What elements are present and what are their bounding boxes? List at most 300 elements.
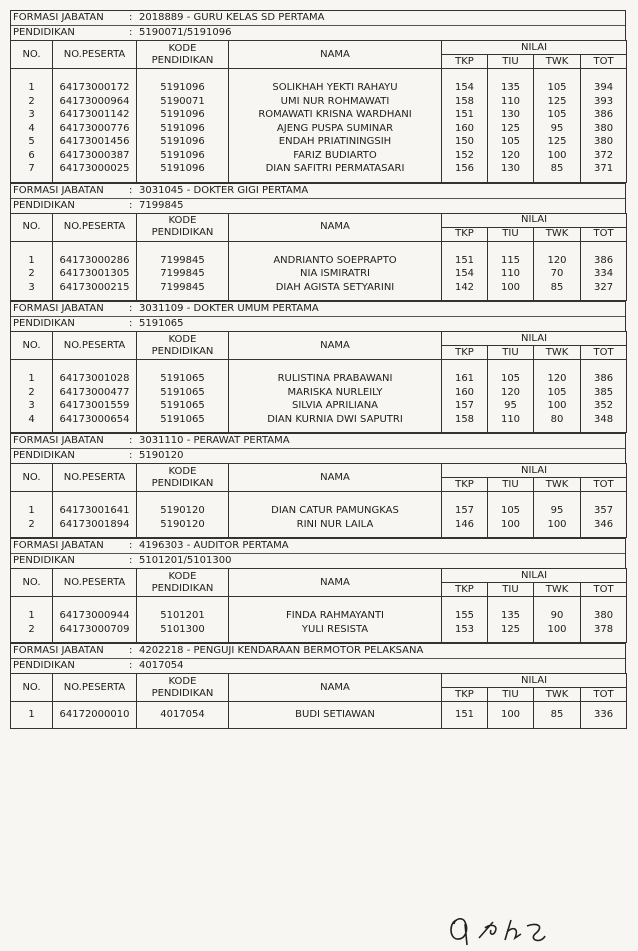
header-row bbox=[11, 332, 627, 346]
row-nama-value: DIAN CATUR PAMUNGKAS bbox=[271, 505, 399, 516]
col-tkp-cell bbox=[442, 597, 488, 643]
row-tot-value: 327 bbox=[593, 281, 614, 293]
col-twk-cell bbox=[534, 241, 581, 301]
col-twk-cell bbox=[534, 702, 581, 729]
formasi-label: FORMASI JABATAN bbox=[13, 540, 104, 551]
table-body-row bbox=[11, 492, 627, 538]
row-tiu-value: 95 bbox=[504, 400, 517, 411]
results-table bbox=[10, 463, 627, 538]
row-twk-value: 70 bbox=[550, 268, 564, 279]
row-kode-value: 5190071 bbox=[160, 95, 205, 107]
col-twk-cell bbox=[534, 597, 581, 643]
row-tot-value: 334 bbox=[593, 268, 614, 279]
pendidikan-row bbox=[11, 658, 625, 673]
col-tot-header: TOT bbox=[581, 478, 627, 492]
table-body-row bbox=[11, 597, 627, 643]
col-tot-cell bbox=[581, 360, 627, 433]
header-row bbox=[11, 464, 627, 478]
row-peserta-value: 64173000709 bbox=[59, 623, 130, 635]
row-tiu-value: 105 bbox=[500, 373, 521, 384]
row-tot-value: 386 bbox=[593, 373, 614, 384]
row-no-value: 5 bbox=[28, 136, 35, 147]
row-tot-value: 348 bbox=[593, 413, 614, 425]
col-tkp-cell bbox=[442, 69, 488, 183]
col-peserta-header: NO.PESERTA bbox=[53, 213, 137, 241]
colon: : bbox=[129, 540, 133, 551]
row-kode-value: 5191065 bbox=[160, 386, 205, 398]
row-tkp-value: 154 bbox=[454, 82, 475, 93]
col-peserta-cell bbox=[53, 702, 137, 729]
row-tot-value: 371 bbox=[593, 163, 614, 174]
formasi-row bbox=[11, 11, 625, 25]
row-tot-value: 378 bbox=[593, 623, 614, 635]
row-tkp-value: 161 bbox=[454, 373, 475, 384]
row-nama-value: FARIZ BUDIARTO bbox=[293, 149, 377, 161]
col-no-header: NO. bbox=[11, 464, 53, 492]
results-table bbox=[10, 40, 627, 183]
row-twk-value: 125 bbox=[547, 95, 567, 107]
row-no-value: 1 bbox=[28, 505, 35, 516]
row-no-value: 2 bbox=[28, 386, 35, 398]
row-tkp-value: 154 bbox=[454, 268, 475, 279]
col-peserta-header: NO.PESERTA bbox=[53, 569, 137, 597]
row-twk-value: 95 bbox=[550, 505, 564, 516]
colon: : bbox=[129, 435, 133, 446]
pendidikan-row bbox=[11, 553, 625, 568]
formasi-row bbox=[11, 184, 625, 198]
row-tkp-value: 142 bbox=[454, 281, 475, 293]
col-nilai-header: NILAI bbox=[442, 674, 627, 688]
row-nama-value: DIAN KURNIA DWI SAPUTRI bbox=[267, 413, 403, 425]
col-nama-cell bbox=[229, 69, 442, 183]
col-nama-header: NAMA bbox=[229, 464, 442, 492]
col-tot-header: TOT bbox=[581, 346, 627, 360]
formasi-row bbox=[11, 539, 625, 553]
formasi-label: FORMASI JABATAN bbox=[13, 184, 104, 196]
formasi-row bbox=[11, 302, 625, 316]
row-tkp-value: 155 bbox=[454, 610, 475, 621]
colon: : bbox=[129, 645, 133, 656]
row-tkp-value: 151 bbox=[454, 109, 475, 120]
row-tiu-value: 115 bbox=[500, 254, 521, 266]
row-tiu-value: 110 bbox=[500, 95, 521, 107]
formasi-section bbox=[10, 301, 626, 433]
col-tot-cell bbox=[581, 492, 627, 538]
col-nilai-header: NILAI bbox=[442, 569, 627, 583]
row-peserta-value: 64173001305 bbox=[59, 268, 130, 279]
row-kode-value: 7199845 bbox=[160, 268, 205, 279]
row-tiu-value: 110 bbox=[500, 268, 521, 279]
row-kode-value: 7199845 bbox=[160, 254, 205, 266]
row-tot-value: 386 bbox=[593, 254, 614, 266]
header-row bbox=[11, 569, 627, 583]
row-nama-value: MARISKA NURLEILY bbox=[287, 386, 383, 398]
col-tiu-cell bbox=[488, 492, 534, 538]
pendidikan-label: PENDIDIKAN bbox=[13, 199, 75, 211]
col-tot-header: TOT bbox=[581, 227, 627, 241]
colon: : bbox=[129, 27, 133, 38]
col-nama-header: NAMA bbox=[229, 213, 442, 241]
row-twk-value: 100 bbox=[547, 149, 567, 161]
row-tiu-value: 105 bbox=[500, 505, 521, 516]
row-kode-value: 7199845 bbox=[160, 281, 205, 293]
col-tot-header: TOT bbox=[581, 55, 627, 69]
col-tiu-cell bbox=[488, 597, 534, 643]
col-tkp-header: TKP bbox=[442, 478, 488, 492]
row-nama-value: UMI NUR ROHMAWATI bbox=[280, 95, 390, 107]
col-tot-header: TOT bbox=[581, 583, 627, 597]
results-table bbox=[10, 568, 627, 643]
handwritten-signature bbox=[445, 912, 565, 948]
col-tiu-cell bbox=[488, 702, 534, 729]
row-tot-value: 385 bbox=[593, 386, 614, 398]
col-tiu-header: TIU bbox=[488, 346, 534, 360]
pendidikan-value: 5191065 bbox=[139, 318, 184, 329]
row-tot-value: 394 bbox=[593, 82, 614, 93]
row-twk-value: 105 bbox=[547, 386, 567, 398]
row-kode-value: 5191096 bbox=[160, 136, 205, 147]
row-no-value: 4 bbox=[28, 413, 35, 425]
row-tkp-value: 158 bbox=[454, 95, 475, 107]
row-peserta-value: 64173000654 bbox=[59, 413, 130, 425]
pendidikan-label: PENDIDIKAN bbox=[13, 555, 75, 566]
row-no-value: 4 bbox=[28, 122, 35, 134]
col-tot-cell bbox=[581, 69, 627, 183]
pendidikan-label: PENDIDIKAN bbox=[13, 27, 75, 38]
row-tiu-value: 105 bbox=[500, 136, 521, 147]
results-document bbox=[10, 10, 626, 729]
col-tiu-cell bbox=[488, 241, 534, 301]
col-tkp-header: TKP bbox=[442, 55, 488, 69]
row-tot-value: 380 bbox=[593, 122, 614, 134]
col-twk-header: TWK bbox=[534, 227, 581, 241]
col-tkp-cell bbox=[442, 241, 488, 301]
row-tiu-value: 135 bbox=[500, 610, 521, 621]
pendidikan-value: 4017054 bbox=[139, 660, 184, 671]
row-nama-value: SILVIA APRILIANA bbox=[291, 400, 379, 411]
col-twk-header: TWK bbox=[534, 688, 581, 702]
row-peserta-value: 64172000010 bbox=[59, 709, 130, 720]
pendidikan-value: 5101201/5101300 bbox=[139, 555, 232, 566]
row-twk-value: 95 bbox=[550, 122, 564, 134]
col-no-header: NO. bbox=[11, 213, 53, 241]
formasi-label: FORMASI JABATAN bbox=[13, 435, 104, 446]
col-kode-header: KODE PENDIDIKAN bbox=[137, 674, 229, 702]
row-tiu-value: 130 bbox=[500, 163, 521, 174]
row-tkp-value: 158 bbox=[454, 413, 475, 425]
row-no-value: 1 bbox=[28, 373, 35, 384]
header-row bbox=[11, 674, 627, 688]
colon: : bbox=[129, 184, 133, 196]
row-tiu-value: 120 bbox=[500, 149, 521, 161]
row-no-value: 7 bbox=[28, 163, 35, 174]
col-peserta-cell bbox=[53, 69, 137, 183]
formasi-section bbox=[10, 538, 626, 643]
col-peserta-cell bbox=[53, 597, 137, 643]
col-kode-header: KODE PENDIDIKAN bbox=[137, 41, 229, 69]
col-nama-cell bbox=[229, 360, 442, 433]
formasi-value: 2018889 - GURU KELAS SD PERTAMA bbox=[139, 12, 325, 23]
colon: : bbox=[129, 660, 133, 671]
row-nama-value: RINI NUR LAILA bbox=[296, 518, 374, 530]
colon: : bbox=[129, 303, 133, 314]
col-peserta-header: NO.PESERTA bbox=[53, 674, 137, 702]
row-kode-value: 5191096 bbox=[160, 163, 205, 174]
col-nama-cell bbox=[229, 492, 442, 538]
row-kode-value: 5191065 bbox=[160, 413, 205, 425]
row-no-value: 3 bbox=[28, 109, 35, 120]
formasi-section bbox=[10, 643, 626, 729]
row-peserta-value: 64173000215 bbox=[59, 281, 130, 293]
col-kode-cell bbox=[137, 492, 229, 538]
header-row bbox=[11, 41, 627, 55]
row-tot-value: 352 bbox=[593, 400, 614, 411]
row-no-value: 3 bbox=[28, 400, 35, 411]
col-no-cell bbox=[11, 360, 53, 433]
pendidikan-value: 7199845 bbox=[139, 199, 184, 211]
col-nama-header: NAMA bbox=[229, 674, 442, 702]
formasi-info bbox=[10, 433, 626, 463]
row-nama-value: ROMAWATI KRISNA WARDHANI bbox=[258, 109, 412, 120]
row-tiu-value: 125 bbox=[500, 623, 521, 635]
row-twk-value: 80 bbox=[550, 413, 564, 425]
colon: : bbox=[129, 12, 133, 23]
row-tot-value: 372 bbox=[593, 149, 614, 161]
col-nilai-header: NILAI bbox=[442, 41, 627, 55]
col-tot-header: TOT bbox=[581, 688, 627, 702]
colon: : bbox=[129, 199, 133, 211]
row-tiu-value: 125 bbox=[500, 122, 521, 134]
col-tkp-header: TKP bbox=[442, 346, 488, 360]
col-peserta-cell bbox=[53, 360, 137, 433]
row-kode-value: 5191096 bbox=[160, 149, 205, 161]
row-tot-value: 386 bbox=[593, 109, 614, 120]
formasi-label: FORMASI JABATAN bbox=[13, 645, 104, 656]
col-peserta-header: NO.PESERTA bbox=[53, 464, 137, 492]
col-nama-header: NAMA bbox=[229, 569, 442, 597]
row-no-value: 6 bbox=[28, 149, 35, 161]
row-peserta-value: 64173001028 bbox=[59, 373, 130, 384]
col-peserta-cell bbox=[53, 492, 137, 538]
col-twk-header: TWK bbox=[534, 478, 581, 492]
formasi-info bbox=[10, 301, 626, 331]
row-twk-value: 100 bbox=[547, 400, 567, 411]
row-twk-value: 105 bbox=[547, 109, 567, 120]
col-kode-header: KODE PENDIDIKAN bbox=[137, 213, 229, 241]
row-twk-value: 85 bbox=[550, 281, 564, 293]
row-tkp-value: 151 bbox=[454, 709, 475, 720]
row-tkp-value: 153 bbox=[454, 623, 475, 635]
header-row bbox=[11, 213, 627, 227]
col-kode-cell bbox=[137, 360, 229, 433]
results-table bbox=[10, 673, 627, 729]
row-nama-value: SOLIKHAH YEKTI RAHAYU bbox=[272, 82, 398, 93]
row-tkp-value: 151 bbox=[454, 254, 475, 266]
row-nama-value: RULISTINA PRABAWANI bbox=[277, 373, 393, 384]
col-nama-header: NAMA bbox=[229, 332, 442, 360]
col-tiu-header: TIU bbox=[488, 688, 534, 702]
formasi-value: 4202218 - PENGUJI KENDARAAN BERMOTOR PELAKSANA bbox=[139, 645, 424, 656]
col-no-header: NO. bbox=[11, 332, 53, 360]
col-kode-header: KODE PENDIDIKAN bbox=[137, 332, 229, 360]
row-tkp-value: 157 bbox=[454, 400, 475, 411]
formasi-value: 3031045 - DOKTER GIGI PERTAMA bbox=[139, 184, 309, 196]
col-no-header: NO. bbox=[11, 569, 53, 597]
col-tiu-cell bbox=[488, 69, 534, 183]
pendidikan-value: 5190071/5191096 bbox=[139, 27, 232, 38]
row-twk-value: 105 bbox=[547, 82, 567, 93]
row-peserta-value: 64173000172 bbox=[59, 82, 130, 93]
row-kode-value: 5101300 bbox=[160, 623, 205, 635]
row-no-value: 1 bbox=[28, 709, 35, 720]
pendidikan-label: PENDIDIKAN bbox=[13, 450, 75, 461]
formasi-row bbox=[11, 644, 625, 658]
pendidikan-row bbox=[11, 25, 625, 40]
row-peserta-value: 64173001894 bbox=[59, 518, 130, 530]
row-twk-value: 125 bbox=[547, 136, 567, 147]
formasi-info bbox=[10, 538, 626, 568]
row-tkp-value: 160 bbox=[454, 386, 475, 398]
col-tkp-header: TKP bbox=[442, 583, 488, 597]
col-peserta-cell bbox=[53, 241, 137, 301]
col-kode-cell bbox=[137, 597, 229, 643]
row-tot-value: 380 bbox=[593, 136, 614, 147]
row-peserta-value: 64173000025 bbox=[59, 163, 130, 174]
row-tot-value: 336 bbox=[593, 709, 614, 720]
col-twk-cell bbox=[534, 69, 581, 183]
col-tiu-header: TIU bbox=[488, 227, 534, 241]
row-nama-value: NIA ISMIRATRI bbox=[300, 268, 370, 279]
col-kode-cell bbox=[137, 69, 229, 183]
table-body-row bbox=[11, 702, 627, 729]
col-tiu-header: TIU bbox=[488, 55, 534, 69]
row-twk-value: 85 bbox=[550, 163, 564, 174]
col-kode-header: KODE PENDIDIKAN bbox=[137, 569, 229, 597]
col-tiu-cell bbox=[488, 360, 534, 433]
row-no-value: 3 bbox=[28, 281, 35, 293]
row-no-value: 2 bbox=[28, 518, 35, 530]
col-no-header: NO. bbox=[11, 41, 53, 69]
row-twk-value: 100 bbox=[547, 518, 567, 530]
row-kode-value: 4017054 bbox=[160, 709, 205, 720]
results-table bbox=[10, 331, 627, 433]
row-no-value: 2 bbox=[28, 268, 35, 279]
row-no-value: 1 bbox=[28, 82, 35, 93]
table-body-row bbox=[11, 241, 627, 301]
pendidikan-label: PENDIDIKAN bbox=[13, 660, 75, 671]
formasi-section bbox=[10, 433, 626, 538]
row-twk-value: 120 bbox=[547, 254, 567, 266]
row-peserta-value: 64173000387 bbox=[59, 149, 130, 161]
row-tkp-value: 156 bbox=[454, 163, 475, 174]
row-peserta-value: 64173001559 bbox=[59, 400, 130, 411]
row-kode-value: 5191096 bbox=[160, 109, 205, 120]
col-tiu-header: TIU bbox=[488, 478, 534, 492]
row-nama-value: BUDI SETIAWAN bbox=[295, 709, 375, 720]
formasi-label: FORMASI JABATAN bbox=[13, 12, 104, 23]
col-tot-cell bbox=[581, 702, 627, 729]
col-tkp-header: TKP bbox=[442, 688, 488, 702]
col-tot-cell bbox=[581, 597, 627, 643]
row-tot-value: 380 bbox=[593, 610, 614, 621]
col-no-cell bbox=[11, 702, 53, 729]
col-no-cell bbox=[11, 492, 53, 538]
col-nama-cell bbox=[229, 597, 442, 643]
row-tkp-value: 160 bbox=[454, 122, 475, 134]
row-tiu-value: 110 bbox=[500, 413, 521, 425]
row-tkp-value: 146 bbox=[454, 518, 475, 530]
row-nama-value: ENDAH PRIATININGSIH bbox=[278, 136, 392, 147]
row-kode-value: 5191065 bbox=[160, 373, 205, 384]
row-nama-value: FINDA RAHMAYANTI bbox=[285, 610, 385, 621]
row-peserta-value: 64173000286 bbox=[59, 254, 130, 266]
col-no-cell bbox=[11, 597, 53, 643]
colon: : bbox=[129, 555, 133, 566]
col-nilai-header: NILAI bbox=[442, 213, 627, 227]
formasi-row bbox=[11, 434, 625, 448]
col-kode-cell bbox=[137, 241, 229, 301]
formasi-section bbox=[10, 183, 626, 302]
row-twk-value: 120 bbox=[547, 373, 567, 384]
col-twk-cell bbox=[534, 360, 581, 433]
formasi-value: 3031110 - PERAWAT PERTAMA bbox=[139, 435, 290, 446]
row-tiu-value: 100 bbox=[500, 518, 521, 530]
row-no-value: 2 bbox=[28, 623, 35, 635]
col-tkp-cell bbox=[442, 702, 488, 729]
col-nama-cell bbox=[229, 702, 442, 729]
row-no-value: 2 bbox=[28, 95, 35, 107]
formasi-info bbox=[10, 10, 626, 40]
row-kode-value: 5191096 bbox=[160, 122, 205, 134]
row-tot-value: 357 bbox=[593, 505, 614, 516]
col-nama-header: NAMA bbox=[229, 41, 442, 69]
row-twk-value: 85 bbox=[550, 709, 564, 720]
col-nilai-header: NILAI bbox=[442, 332, 627, 346]
row-kode-value: 5191065 bbox=[160, 400, 205, 411]
colon: : bbox=[129, 450, 133, 461]
results-table bbox=[10, 213, 627, 302]
row-tkp-value: 157 bbox=[454, 505, 475, 516]
row-tiu-value: 130 bbox=[500, 109, 521, 120]
col-no-header: NO. bbox=[11, 674, 53, 702]
row-peserta-value: 64173001456 bbox=[59, 136, 130, 147]
colon: : bbox=[129, 318, 133, 329]
col-tkp-cell bbox=[442, 492, 488, 538]
row-peserta-value: 64173001142 bbox=[59, 109, 130, 120]
formasi-section bbox=[10, 10, 626, 183]
pendidikan-value: 5190120 bbox=[139, 450, 184, 461]
row-kode-value: 5191096 bbox=[160, 82, 205, 93]
row-nama-value: ANDRIANTO SOEPRAPTO bbox=[273, 254, 397, 266]
col-twk-header: TWK bbox=[534, 55, 581, 69]
row-kode-value: 5101201 bbox=[160, 610, 205, 621]
row-peserta-value: 64173001641 bbox=[59, 505, 130, 516]
formasi-label: FORMASI JABATAN bbox=[13, 303, 104, 314]
col-kode-cell bbox=[137, 702, 229, 729]
table-body-row bbox=[11, 69, 627, 183]
col-twk-header: TWK bbox=[534, 583, 581, 597]
col-nilai-header: NILAI bbox=[442, 464, 627, 478]
row-no-value: 1 bbox=[28, 254, 35, 266]
row-twk-value: 100 bbox=[547, 623, 567, 635]
pendidikan-row bbox=[11, 198, 625, 213]
col-no-cell bbox=[11, 241, 53, 301]
row-tkp-value: 152 bbox=[454, 149, 475, 161]
col-peserta-header: NO.PESERTA bbox=[53, 332, 137, 360]
row-nama-value: YULI RESISTA bbox=[301, 623, 369, 635]
col-peserta-header: NO.PESERTA bbox=[53, 41, 137, 69]
row-tiu-value: 100 bbox=[500, 281, 521, 293]
